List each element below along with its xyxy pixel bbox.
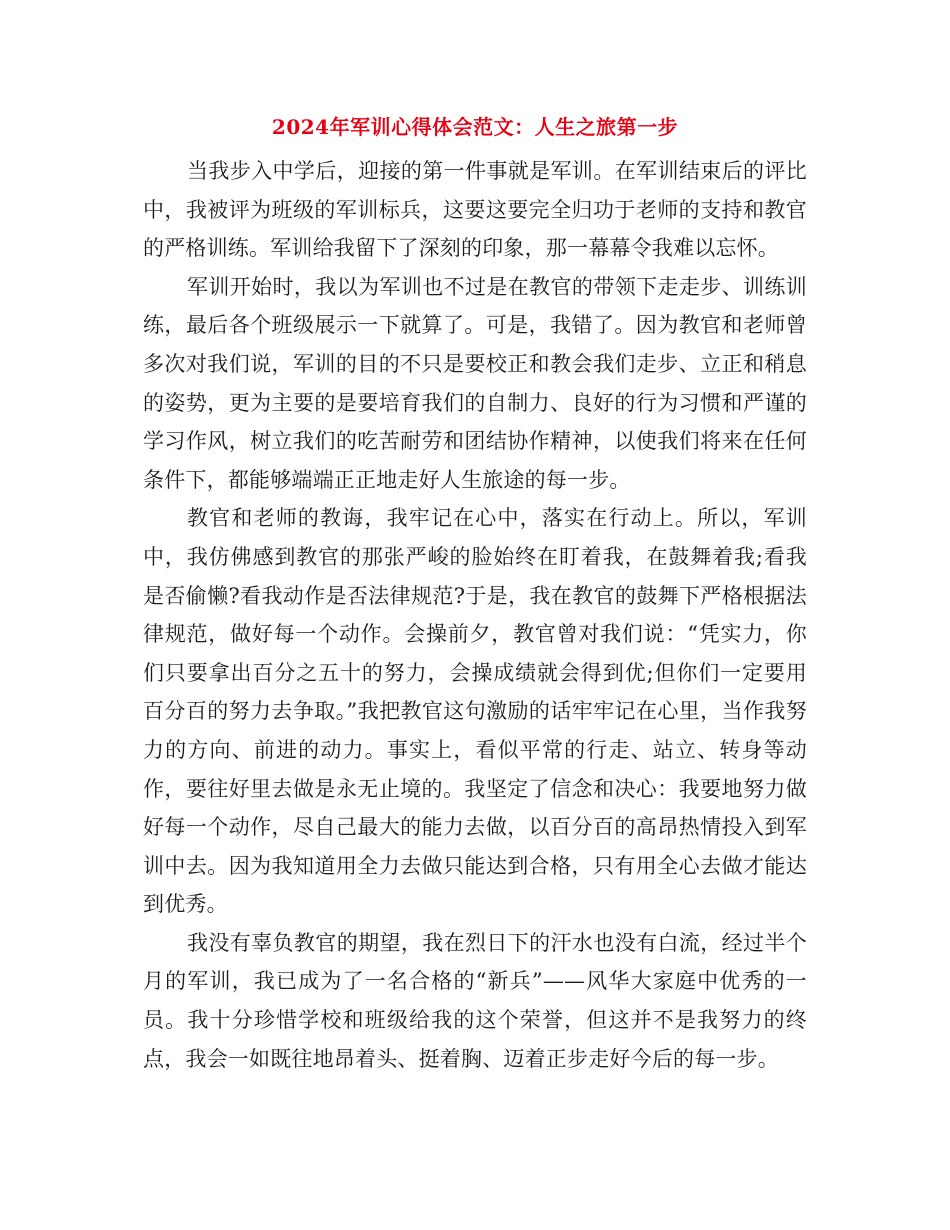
paragraph-1: 当我步入中学后，迎接的第一件事就是军训。在军训结束后的评比中，我被评为班级的军训标兵，这要这要完全归功于老师的支持和教官的严格训练。军训给我留下了深刻的印象，那一幕幕令我难以忘怀。 [143,159,807,261]
paragraph-3: 教官和老师的教诲，我牢记在心中，落实在行动上。所以，军训中，我仿佛感到教官的那张严峻的脸始终在盯着我，在鼓舞着我;看我是否偷懒?看我动作是否法律规范?于是，我在教官的鼓舞下严格根据法律规范，做好每一个动作。会操前夕，教官曾对我们说：“凭实力，你们只要拿出百分之五十的努力，会操成绩就会得到优;但你们一定要用百分百的努力去争取。”我把教官这句激励的话牢牢记在心里，当作我努力的方向、前进的动力。事实上，看似平常的行走、站立、转身等动作，要往好里去做是永无止境的。我坚定了信念和决心：我要地努力做好每一个动作，尽自己最大的能力去做，以百分百的高昂热情投入到军训中去。因为我知道用全力去做只能达到合格，只有用全心去做才能达到优秀。 [143,506,807,917]
paragraph-4: 我没有辜负教官的期望，我在烈日下的汗水也没有白流，经过半个月的军训，我已成为了一名合格的“新兵”——风华大家庭中优秀的一员。我十分珍惜学校和班级给我的这个荣誉，但这并不是我努力的终点，我会一如既往地昂着头、挺着胸、迈着正步走好今后的每一步。 [143,930,807,1071]
document-title: 2024年军训心得体会范文：人生之旅第一步 [271,115,679,139]
document-body [143,152,807,1078]
paragraph-2: 军训开始时，我以为军训也不过是在教官的带领下走走步、训练训练，最后各个班级展示一下就算了。可是，我错了。因为教官和老师曾多次对我们说，军训的目的不只是要校正和教会我们走步、立正和稍息的姿势，更为主要的是要培育我们的自制力、良好的行为习惯和严谨的学习作风，树立我们的吃苦耐劳和团结协作精神，以使我们将来在任何条件下，都能够端端正正地走好人生旅途的每一步。 [143,274,807,492]
